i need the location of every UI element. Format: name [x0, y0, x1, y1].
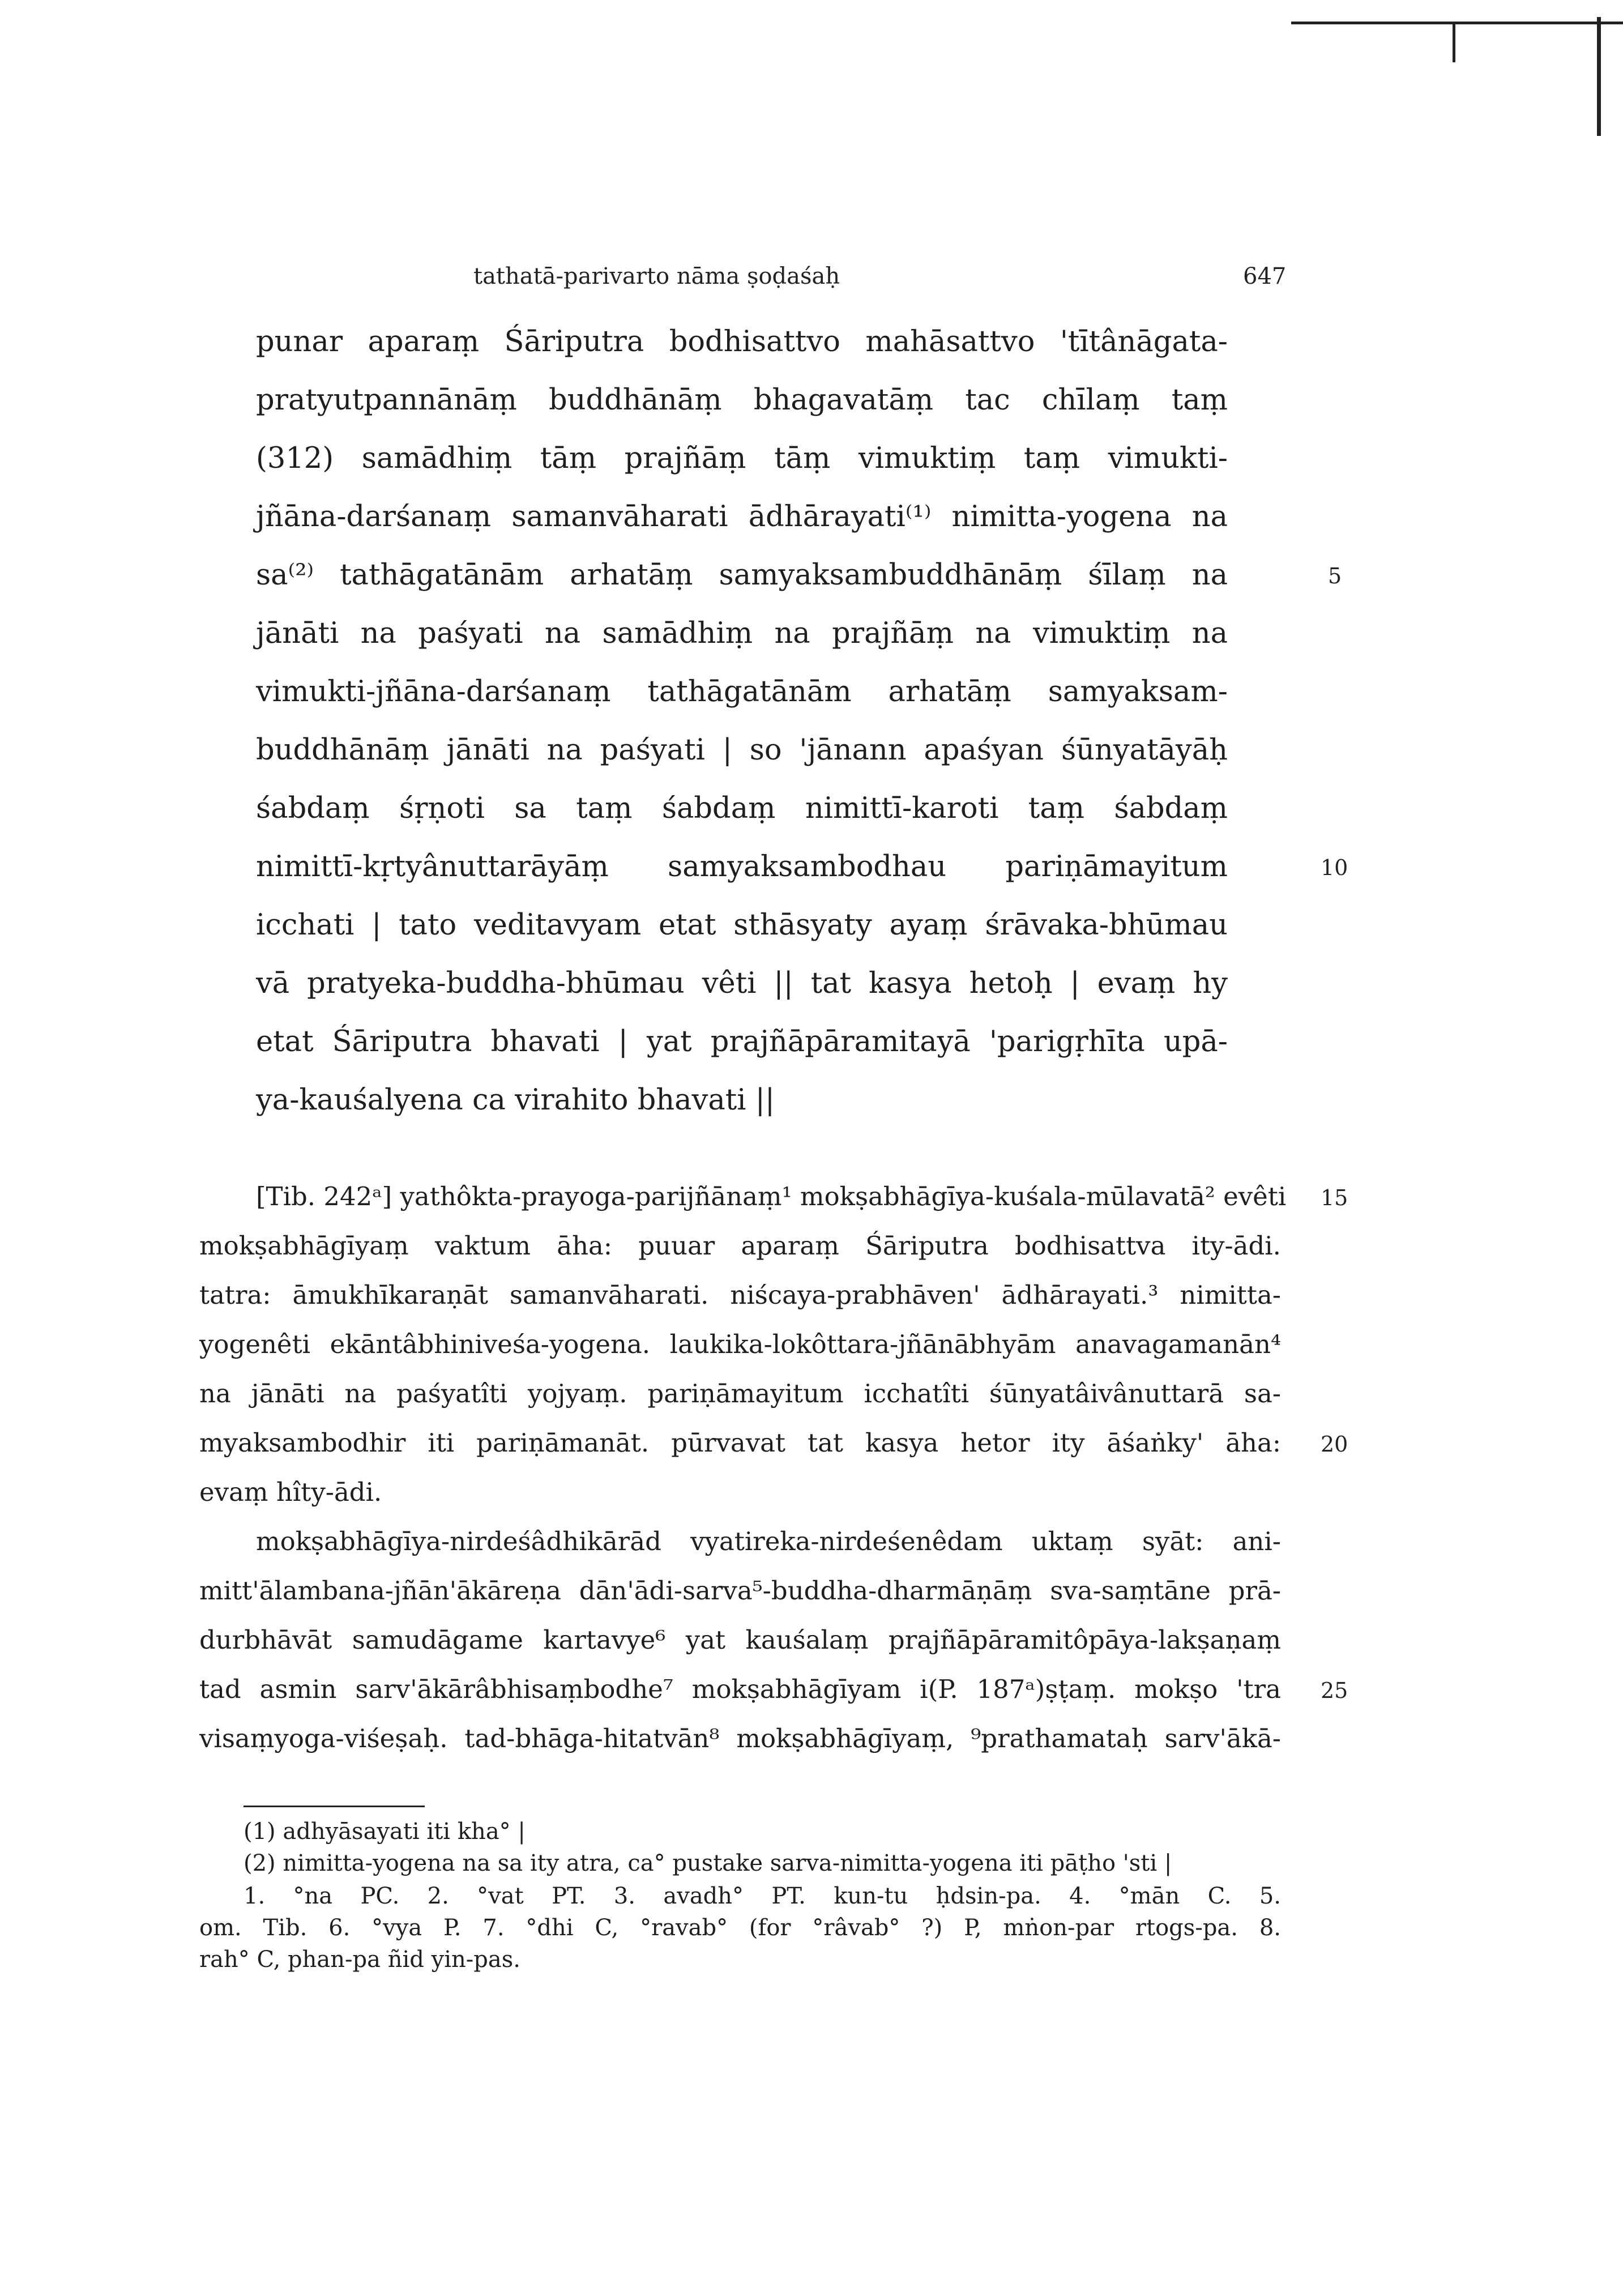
running-title: tathatā-parivarto nāma ṣoḍaśaḥ: [473, 263, 840, 289]
main-text-line: (312) samādhiṃ tāṃ prajñāṃ tāṃ vimuktiṃ taṃ vimukti-: [256, 442, 1228, 475]
page-number: 647: [1243, 263, 1287, 289]
main-text-line: sa⁽²⁾ tathāgatānām arhatāṃ samyaksambuddhānāṃ śīlaṃ na: [256, 558, 1228, 592]
line-number: 15: [1321, 1185, 1348, 1210]
main-text-line: buddhānāṃ jānāti na paśyati | so 'jānann apaśyan śūnyatāyāḥ: [256, 733, 1228, 767]
scan-edge-mark-top: [1291, 22, 1623, 24]
main-text-line: pratyutpannānāṃ buddhānāṃ bhagavatāṃ tac chīlaṃ taṃ: [256, 383, 1228, 417]
main-text-line: jñāna-darśanaṃ samanvāharati ādhārayati⁽¹⁾ nimitta-yogena na: [256, 500, 1228, 534]
commentary-line: visaṃyoga-viśeṣaḥ. tad-bhāga-hitatvān⁸ mokṣabhāgīyaṃ, ⁹prathamataḥ sarv'ākā-: [199, 1723, 1281, 1753]
main-text-line: etat Śāriputra bhavati | yat prajñāpāramitayā 'parigṛhīta upā-: [256, 1025, 1228, 1059]
scan-edge-mark-right: [1597, 17, 1601, 136]
footnote: rah° C, phan-pa ñid yin-pas.: [199, 1947, 520, 1973]
commentary-line: durbhāvāt samudāgame kartavye⁶ yat kauśalaṃ prajñāpāramitôpāya-lakṣaṇaṃ: [199, 1625, 1281, 1655]
commentary-line: mokṣabhāgīyaṃ vaktum āha: puuar aparaṃ Śāriputra bodhisattva ity-ādi.: [199, 1231, 1281, 1261]
footnote: om. Tib. 6. °vya P. 7. °dhi C, °ravab° (for °râvab° ?) P, mṅon-par rtogs-pa. 8.: [199, 1915, 1281, 1941]
commentary-line: yogenêti ekāntâbhiniveśa-yogena. laukika-lokôttara-jñānābhyām anavagamanān⁴: [199, 1329, 1281, 1359]
line-number: 20: [1321, 1432, 1348, 1457]
main-text-line: icchati | tato veditavyam etat sthāsyaty ayaṃ śrāvaka-bhūmau: [256, 908, 1228, 942]
footnote-separator: [244, 1806, 425, 1807]
commentary-line: mokṣabhāgīya-nirdeśâdhikārād vyatireka-nirdeśenêdam uktaṃ syāt: ani-: [256, 1526, 1281, 1556]
main-text-line: punar aparaṃ Śāriputra bodhisattvo mahāsattvo 'tītânāgata-: [256, 325, 1228, 359]
main-text-line: śabdaṃ śṛṇoti sa taṃ śabdaṃ nimittī-karoti taṃ śabdaṃ: [256, 792, 1228, 825]
footnote: (1) adhyāsayati iti kha° |: [244, 1819, 526, 1845]
main-text-line: vā pratyeka-buddha-bhūmau vêti || tat kasya hetoḥ | evaṃ hy: [256, 967, 1228, 1000]
line-number: 25: [1321, 1678, 1348, 1703]
commentary-line: [Tib. 242ᵃ] yathôkta-prayoga-parijñānaṃ¹ mokṣabhāgīya-kuśala-mūlavatā² evêti: [256, 1181, 1287, 1211]
main-text-line: nimittī-kṛtyânuttarāyāṃ samyaksambodhau pariṇāmayitum: [256, 850, 1228, 884]
main-text-line: jānāti na paśyati na samādhiṃ na prajñāṃ na vimuktiṃ na: [256, 617, 1228, 650]
scan-edge-mark-vertical: [1453, 23, 1455, 62]
footnote: 1. °na PC. 2. °vat PT. 3. avadh° PT. kun-tu ḥdsin-pa. 4. °mān C. 5.: [244, 1883, 1281, 1909]
line-number: 10: [1321, 855, 1348, 880]
commentary-line: evaṃ hîty-ādi.: [199, 1477, 382, 1507]
commentary-line: tatra: āmukhīkaraṇāt samanvāharati. niścaya-prabhāven' ādhārayati.³ nimitta-: [199, 1280, 1281, 1310]
line-number: 5: [1328, 564, 1342, 588]
commentary-line: tad asmin sarv'ākārâbhisaṃbodhe⁷ mokṣabhāgīyam i(P. 187ᵃ)ṣṭaṃ. mokṣo 'tra: [199, 1674, 1281, 1704]
footnote: (2) nimitta-yogena na sa ity atra, ca° pustake sarva-nimitta-yogena iti pāṭho 'sti |: [244, 1850, 1172, 1876]
main-text-line: ya-kauśalyena ca virahito bhavati ||: [256, 1083, 775, 1117]
commentary-line: mitt'ālambana-jñān'ākāreṇa dān'ādi-sarva⁵-buddha-dharmāṇāṃ sva-saṃtāne prā-: [199, 1576, 1281, 1606]
commentary-line: na jānāti na paśyatîti yojyaṃ. pariṇāmayitum icchatîti śūnyatâivânuttarā sa-: [199, 1379, 1281, 1409]
commentary-line: myaksambodhir iti pariṇāmanāt. pūrvavat tat kasya hetor ity āśaṅky' āha:: [199, 1428, 1281, 1458]
main-text-line: vimukti-jñāna-darśanaṃ tathāgatānām arhatāṃ samyaksam-: [256, 675, 1228, 709]
